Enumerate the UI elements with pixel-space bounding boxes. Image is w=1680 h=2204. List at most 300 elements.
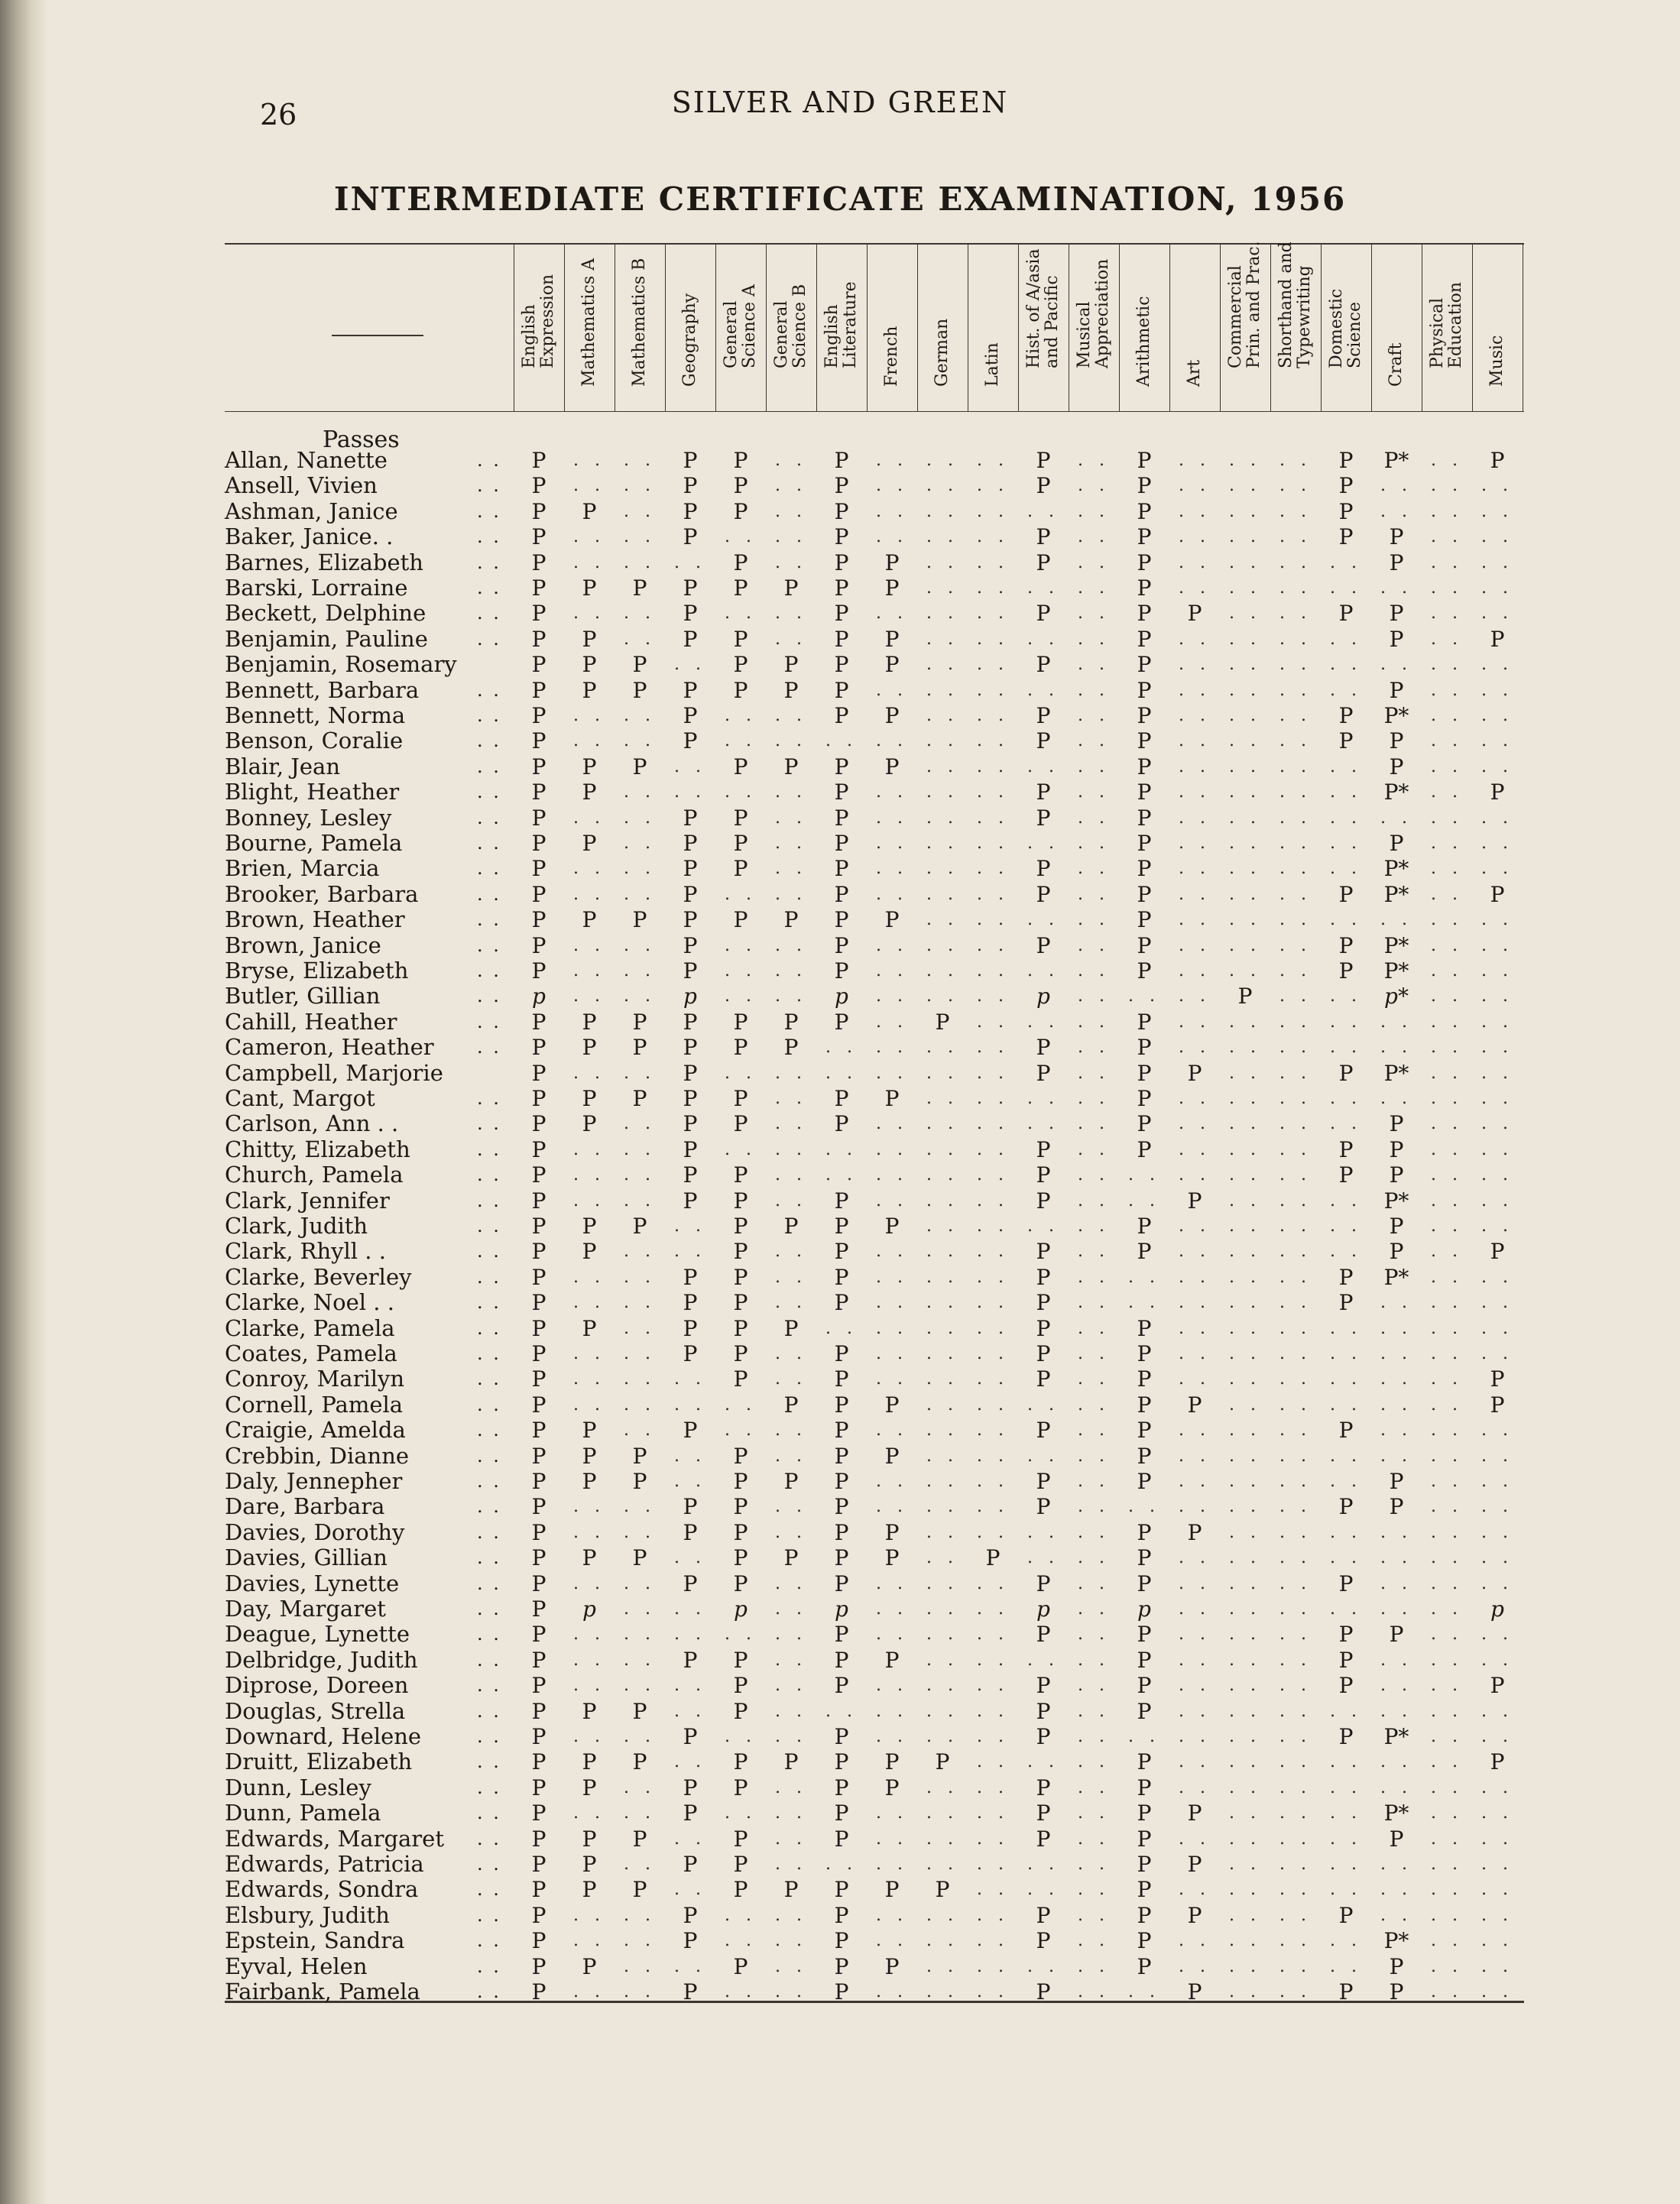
empty-mark: . .: [1229, 629, 1261, 649]
empty-mark: . .: [573, 859, 605, 879]
table-row: [225, 1086, 1524, 1111]
pass-mark: P: [1187, 1852, 1202, 1877]
empty-mark: . .: [1431, 1114, 1463, 1134]
empty-mark: . .: [926, 910, 958, 930]
pass-mark: P: [834, 473, 849, 499]
empty-mark: . .: [1229, 834, 1261, 853]
column-header: [1069, 243, 1119, 411]
empty-mark: . .: [926, 604, 958, 624]
empty-mark: . .: [1229, 859, 1261, 879]
pass-mark: P: [531, 1315, 546, 1341]
empty-mark: . .: [674, 1880, 706, 1900]
empty-mark: . .: [1078, 1855, 1110, 1874]
pass-mark: P: [1036, 1290, 1051, 1316]
empty-mark: . .: [1078, 1421, 1110, 1441]
pass-mark: P: [1137, 881, 1152, 907]
pass-mark: P: [733, 1953, 748, 1979]
empty-mark: . .: [1179, 1089, 1211, 1108]
pass-mark: P: [1389, 1162, 1404, 1188]
empty-mark: . .: [624, 476, 656, 496]
empty-mark: . .: [624, 1676, 656, 1696]
pass-mark: P: [582, 780, 597, 805]
empty-mark: . .: [1229, 501, 1261, 521]
empty-mark: . .: [1431, 1344, 1463, 1363]
empty-mark: . .: [977, 1267, 1009, 1287]
student-name: Brown, Heather: [225, 906, 405, 933]
empty-mark: . .: [1179, 1139, 1211, 1159]
empty-mark: . .: [1229, 1905, 1261, 1925]
pass-mark: P: [531, 1877, 546, 1903]
student-name: Blight, Heather: [225, 779, 400, 805]
pass-mark: P: [1237, 984, 1253, 1010]
empty-mark: . .: [977, 1574, 1009, 1593]
pass-mark: P: [531, 1775, 546, 1800]
empty-mark: . .: [876, 451, 908, 470]
name-leader-dots: . .: [477, 1317, 501, 1339]
pass-mark: P: [632, 907, 647, 933]
pass-mark: P: [783, 575, 799, 601]
empty-mark: . .: [1279, 553, 1312, 572]
student-name: Blair, Jean: [225, 753, 341, 780]
empty-mark: . .: [876, 527, 908, 547]
column-header: [1220, 243, 1270, 411]
pass-mark: P: [1389, 1136, 1404, 1162]
empty-mark: . .: [926, 1625, 958, 1645]
student-name: Bourne, Pamela: [225, 830, 403, 856]
empty-mark: . .: [1279, 1421, 1312, 1441]
empty-mark: . .: [573, 706, 605, 725]
empty-mark: . .: [977, 1752, 1009, 1772]
pass-mark: P: [1137, 780, 1152, 805]
table-row: [225, 1418, 1524, 1443]
name-leader-dots: . .: [477, 1827, 501, 1849]
empty-mark: . .: [775, 1139, 807, 1159]
empty-mark: . .: [977, 987, 1009, 1006]
pass-mark: P: [1338, 1902, 1354, 1928]
empty-mark: . .: [1078, 1318, 1110, 1338]
empty-mark: . .: [1380, 1344, 1412, 1363]
empty-mark: . .: [1279, 1446, 1312, 1466]
empty-mark: . .: [1279, 1114, 1312, 1134]
empty-mark: . .: [1380, 1446, 1412, 1466]
table-row: [225, 1979, 1524, 2005]
pass-mark: P: [1137, 575, 1152, 601]
name-leader-dots: . .: [477, 1878, 501, 1901]
name-leader-dots: . .: [477, 832, 501, 854]
empty-mark: . .: [573, 1931, 605, 1951]
pass-mark: P: [1036, 1928, 1051, 1954]
empty-mark: . .: [573, 1497, 605, 1517]
empty-mark: . .: [1179, 987, 1211, 1006]
empty-mark: . .: [1431, 1829, 1463, 1849]
empty-mark: . .: [1330, 1191, 1362, 1211]
empty-mark: . .: [775, 783, 807, 802]
empty-mark: . .: [1431, 501, 1463, 521]
pass-mark: P: [582, 652, 597, 678]
empty-mark: . .: [926, 1829, 958, 1849]
empty-mark: . .: [876, 1267, 908, 1287]
empty-mark: . .: [926, 1855, 958, 1874]
empty-mark: . .: [1229, 808, 1261, 828]
empty-mark: . .: [1481, 655, 1513, 675]
name-leader-dots: . .: [477, 934, 501, 956]
empty-mark: . .: [1279, 1752, 1312, 1772]
pass-mark: P: [683, 703, 698, 728]
empty-mark: . .: [1078, 579, 1110, 598]
table-row: [225, 1392, 1524, 1418]
pass-mark: P: [683, 1060, 698, 1086]
student-name: Church, Pamela: [225, 1162, 404, 1188]
table-row: [225, 1571, 1524, 1596]
table-row: [225, 1290, 1524, 1315]
empty-mark: . .: [725, 1982, 757, 2001]
empty-mark: . .: [1128, 987, 1160, 1006]
empty-mark: . .: [624, 1344, 656, 1363]
pass-mark: P: [1137, 932, 1152, 958]
empty-mark: . .: [977, 1625, 1009, 1645]
pass-mark: P: [783, 1749, 799, 1775]
empty-mark: . .: [926, 1956, 958, 1976]
column-header: [615, 243, 665, 411]
empty-mark: . .: [775, 1931, 807, 1951]
empty-mark: . .: [573, 1905, 605, 1925]
empty-mark: . .: [1279, 1318, 1312, 1338]
empty-mark: . .: [775, 1600, 807, 1619]
pass-mark: P: [531, 1570, 546, 1596]
empty-mark: . .: [1229, 1931, 1261, 1951]
empty-mark: . .: [775, 1089, 807, 1108]
name-leader-dots: . .: [477, 1444, 501, 1467]
empty-mark: . .: [1380, 1778, 1412, 1797]
student-name: Brooker, Barbara: [225, 880, 419, 907]
empty-mark: . .: [775, 1982, 807, 2001]
pass-mark: P: [582, 754, 597, 780]
pass-mark: P: [1137, 1086, 1152, 1111]
empty-mark: . .: [1179, 451, 1211, 470]
empty-mark: . .: [1078, 604, 1110, 624]
empty-mark: . .: [926, 1369, 958, 1389]
pass-mark: P: [1389, 1494, 1404, 1520]
table-row: [225, 856, 1524, 881]
empty-mark: . .: [1380, 579, 1412, 598]
empty-mark: . .: [775, 808, 807, 828]
pass-mark: P: [1137, 601, 1152, 627]
column-header-label: General Science A: [722, 284, 759, 368]
empty-mark: . .: [1179, 1829, 1211, 1849]
column-header-label: Art: [1185, 359, 1204, 387]
empty-mark: . .: [876, 1905, 908, 1925]
pass-mark: P: [531, 1418, 546, 1444]
table-row: [225, 1188, 1524, 1214]
empty-mark: . .: [1431, 910, 1463, 930]
empty-mark: . .: [1179, 808, 1211, 828]
empty-mark: . .: [725, 527, 757, 547]
pass-mark: P: [1338, 1647, 1354, 1673]
pass-mark: P: [683, 932, 698, 958]
pass-mark: P: [834, 549, 849, 575]
empty-mark: . .: [1431, 1472, 1463, 1491]
pass-mark: P: [884, 1086, 900, 1111]
empty-mark: . .: [977, 910, 1009, 930]
empty-mark: . .: [1279, 1905, 1312, 1925]
pass-mark: P: [531, 805, 546, 831]
empty-mark: . .: [1330, 859, 1362, 879]
empty-mark: . .: [926, 884, 958, 904]
empty-mark: . .: [1330, 1038, 1362, 1058]
pass-mark: P: [531, 677, 546, 703]
empty-mark: . .: [1229, 910, 1261, 930]
empty-mark: . .: [1330, 629, 1362, 649]
empty-mark: . .: [876, 859, 908, 879]
empty-mark: . .: [876, 1369, 908, 1389]
empty-mark: . .: [624, 527, 656, 547]
empty-mark: . .: [1279, 1522, 1312, 1542]
empty-mark: . .: [1128, 1497, 1160, 1517]
pass-mark: P: [834, 1239, 849, 1265]
pass-mark: P: [1137, 1035, 1152, 1061]
empty-mark: . .: [1330, 834, 1362, 853]
pass-mark: P: [783, 1035, 799, 1061]
empty-mark: . .: [573, 527, 605, 547]
empty-mark: . .: [1481, 1267, 1513, 1287]
empty-mark: . .: [1229, 884, 1261, 904]
empty-mark: . .: [1229, 1012, 1261, 1032]
empty-mark: . .: [977, 629, 1009, 649]
empty-mark: . .: [1179, 961, 1211, 980]
name-leader-dots: . .: [477, 1700, 501, 1722]
empty-mark: . .: [775, 527, 807, 547]
empty-mark: . .: [1431, 1139, 1463, 1159]
empty-mark: . .: [1078, 1829, 1110, 1849]
table-row: [225, 448, 1524, 473]
pass-mark: P: [1389, 524, 1404, 550]
empty-mark: . .: [1229, 731, 1261, 751]
empty-mark: . .: [1279, 859, 1312, 879]
column-header: [766, 243, 816, 411]
pass-mark: P: [1187, 1188, 1202, 1214]
pass-mark: P: [733, 575, 748, 601]
empty-mark: . .: [1431, 935, 1463, 955]
student-name: Delbridge, Judith: [225, 1646, 418, 1673]
empty-mark: . .: [674, 1752, 706, 1772]
table-row: [225, 1954, 1524, 1979]
empty-mark: . .: [775, 884, 807, 904]
empty-mark: . .: [624, 1625, 656, 1645]
pass-mark: P: [1137, 1698, 1152, 1724]
pass-mark: P: [733, 1519, 748, 1545]
empty-mark: . .: [876, 476, 908, 496]
empty-mark: . .: [977, 834, 1009, 853]
empty-mark: . .: [573, 476, 605, 496]
pass-mark: P: [834, 1724, 849, 1749]
empty-mark: . .: [1431, 1650, 1463, 1670]
empty-mark: . .: [825, 731, 858, 751]
student-name: Barski, Lorraine: [225, 575, 408, 601]
empty-mark: . .: [1128, 1267, 1160, 1287]
empty-mark: . .: [1078, 1982, 1110, 2001]
empty-mark: . .: [876, 1982, 908, 2001]
empty-mark: . .: [624, 1982, 656, 2001]
empty-mark: . .: [876, 1497, 908, 1517]
pass-mark: P: [683, 831, 698, 856]
empty-mark: . .: [1179, 501, 1211, 521]
pass-mark: P: [531, 1035, 546, 1061]
pass-mark: P: [1036, 856, 1051, 882]
empty-mark: . .: [977, 1165, 1009, 1185]
empty-mark: . .: [1078, 1701, 1110, 1721]
empty-mark: . .: [1078, 1625, 1110, 1645]
pass-mark: P: [531, 856, 546, 882]
empty-mark: . .: [1431, 1727, 1463, 1746]
empty-mark: . .: [876, 1472, 908, 1491]
empty-mark: . .: [1078, 1369, 1110, 1389]
empty-mark: . .: [624, 553, 656, 572]
column-header-label: Musical Appreciation: [1075, 258, 1112, 368]
empty-mark: . .: [1481, 1472, 1513, 1491]
table-row: [225, 1162, 1524, 1188]
pass-mark: P: [683, 805, 698, 831]
empty-mark: . .: [1380, 476, 1412, 496]
empty-mark: . .: [775, 1701, 807, 1721]
empty-mark: . .: [1279, 935, 1312, 955]
student-name: Edwards, Sondra: [225, 1876, 419, 1903]
empty-mark: . .: [977, 1778, 1009, 1797]
empty-mark: . .: [1330, 579, 1362, 598]
empty-mark: . .: [1229, 1063, 1261, 1083]
pass-mark: P: [683, 1086, 698, 1111]
empty-mark: . .: [1078, 1650, 1110, 1670]
empty-mark: . .: [1431, 451, 1463, 470]
name-leader-dots: . .: [477, 1343, 501, 1364]
empty-mark: . .: [775, 1267, 807, 1287]
empty-mark: . .: [1179, 1931, 1211, 1951]
empty-mark: . .: [1431, 527, 1463, 547]
column-header: [665, 243, 715, 411]
pass-mark: P: [1137, 1826, 1152, 1852]
empty-mark: . .: [1380, 1421, 1412, 1441]
empty-mark: . .: [725, 884, 757, 904]
empty-mark: . .: [624, 1191, 656, 1211]
empty-mark: . .: [1330, 1318, 1362, 1338]
empty-mark: . .: [1330, 1956, 1362, 1976]
pass-mark: P: [884, 626, 900, 652]
pass-mark: P*: [1383, 1724, 1409, 1749]
empty-mark: . .: [1179, 884, 1211, 904]
pass-mark: P: [1389, 1214, 1404, 1239]
empty-mark: . .: [1229, 961, 1261, 980]
pass-mark: P: [531, 1928, 546, 1954]
pass-mark: P: [834, 1443, 849, 1469]
table-row: [225, 1366, 1524, 1392]
empty-mark: . .: [1279, 680, 1312, 700]
table-row: [225, 1545, 1524, 1570]
pass-mark: P: [834, 1545, 849, 1571]
empty-mark: . .: [926, 1114, 958, 1134]
empty-mark: . .: [775, 1165, 807, 1185]
empty-mark: . .: [977, 1421, 1009, 1441]
pass-mark: P: [1137, 677, 1152, 703]
student-name: Cant, Margot: [225, 1085, 375, 1111]
pass-mark: P*: [1383, 856, 1409, 882]
name-leader-dots: . .: [477, 1292, 501, 1314]
empty-mark: . .: [1279, 1574, 1312, 1593]
pass-mark: P: [531, 1622, 546, 1648]
pass-mark: P: [1187, 1979, 1202, 2005]
pass-mark: P: [884, 907, 900, 933]
empty-mark: . .: [1078, 1905, 1110, 1925]
empty-mark: . .: [1027, 1548, 1059, 1568]
pass-mark: P: [683, 1264, 698, 1290]
empty-mark: . .: [1481, 1293, 1513, 1313]
empty-mark: . .: [1330, 1012, 1362, 1032]
pass-mark: P*: [1383, 780, 1409, 805]
empty-mark: . .: [1481, 1114, 1513, 1134]
student-name: Douglas, Strella: [225, 1697, 406, 1724]
empty-mark: . .: [1229, 1089, 1261, 1108]
empty-mark: . .: [1330, 1522, 1362, 1542]
table-row: [225, 1826, 1524, 1852]
empty-mark: . .: [775, 1344, 807, 1363]
pass-mark: P: [531, 1136, 546, 1162]
column-header: [968, 243, 1018, 411]
pass-mark: P: [531, 575, 546, 601]
pass-mark: P: [632, 1826, 647, 1852]
pass-mark: P: [733, 1086, 748, 1111]
empty-mark: . .: [977, 1318, 1009, 1338]
empty-mark: . .: [1229, 1318, 1261, 1338]
pass-mark: P: [531, 1111, 546, 1137]
pass-mark: P: [733, 1469, 748, 1494]
pass-mark: P: [531, 1443, 546, 1469]
pass-mark: P: [683, 601, 698, 627]
empty-mark: . .: [1330, 1855, 1362, 1874]
empty-mark: . .: [1179, 1752, 1211, 1772]
pass-mark: P: [1137, 805, 1152, 831]
empty-mark: . .: [926, 1446, 958, 1466]
name-leader-dots: . .: [477, 1393, 501, 1415]
name-leader-dots: . .: [477, 602, 501, 624]
pass-mark: P: [834, 626, 849, 652]
empty-mark: . .: [1179, 1497, 1211, 1517]
pass-mark: P: [783, 1009, 799, 1035]
pass-mark: P: [531, 498, 546, 524]
student-name: Cornell, Pamela: [225, 1391, 404, 1418]
pass-mark: P: [733, 1749, 748, 1775]
empty-mark: . .: [1078, 783, 1110, 802]
empty-mark: . .: [876, 1012, 908, 1032]
pass-mark: P: [582, 1315, 597, 1341]
pass-mark: P: [1338, 932, 1354, 958]
empty-mark: . .: [926, 1548, 958, 1568]
pass-mark: P: [1036, 473, 1051, 499]
empty-mark: . .: [775, 1676, 807, 1696]
empty-mark: . .: [674, 1625, 706, 1645]
empty-mark: . .: [1380, 1880, 1412, 1900]
column-header: [1422, 243, 1472, 411]
empty-mark: . .: [1179, 1676, 1211, 1696]
name-leader-dots: . .: [477, 781, 501, 803]
student-name: Benson, Coralie: [225, 728, 404, 754]
empty-mark: . .: [1027, 1752, 1059, 1772]
empty-mark: . .: [775, 476, 807, 496]
empty-mark: . .: [1431, 680, 1463, 700]
pass-mark: P: [884, 1519, 900, 1545]
empty-mark: . .: [977, 859, 1009, 879]
empty-mark: . .: [1027, 1650, 1059, 1670]
name-leader-dots: . .: [477, 1496, 501, 1518]
pass-mark: P: [733, 677, 748, 703]
pass-mark: P: [531, 907, 546, 933]
